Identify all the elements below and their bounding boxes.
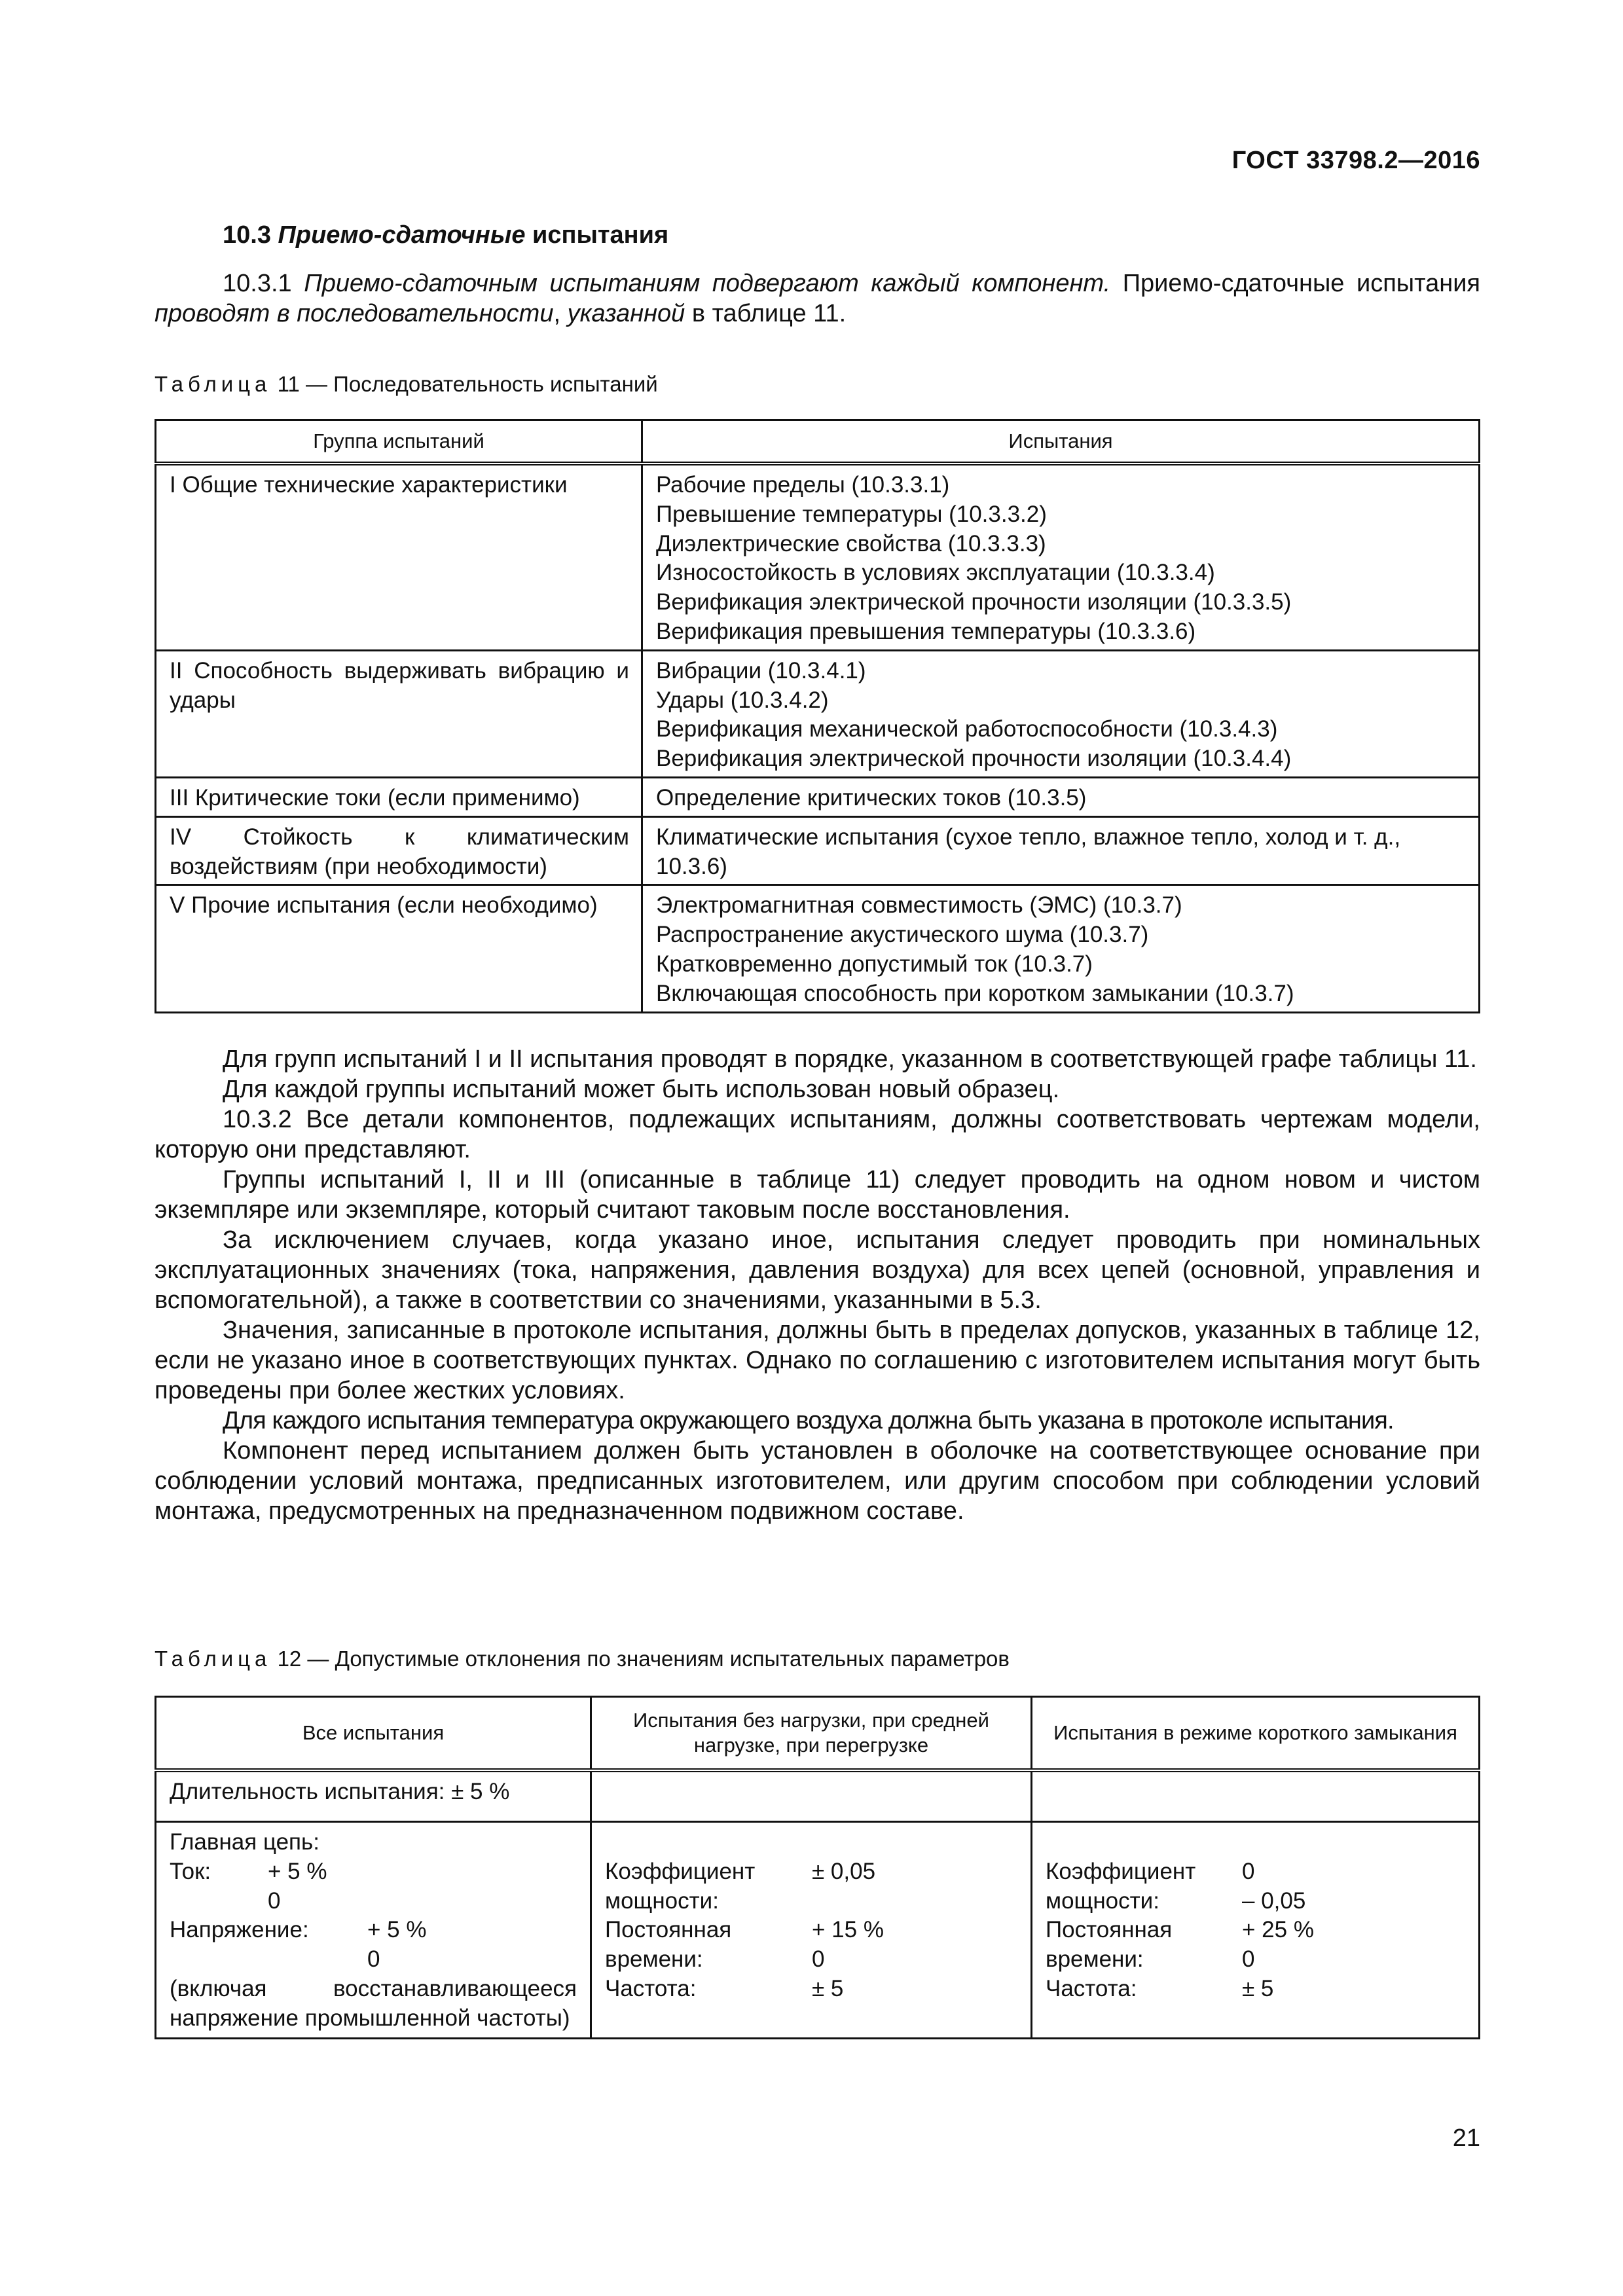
current-label: Ток: bbox=[170, 1858, 211, 1884]
col2-params bbox=[605, 1857, 1017, 2004]
tc-label: Постоянная bbox=[605, 1917, 732, 1943]
voltage-line bbox=[170, 1916, 577, 1945]
freq-label: Частота: bbox=[1046, 1975, 1137, 2001]
paragraph: Значения, записанные в протоколе испытания, должны быть в пределах допусков, указанных в таблице 12, если не указано иное в соответствующих пунктах. Однако по соглашению с изготовителем испытания могут быть проведены при более жестких условиях. bbox=[155, 1317, 1480, 1404]
paragraph: Группы испытаний I, II и III (описанные в таблице 11) следует проводить на одном новом и чистом экземпляре или экземпляре, который считают таковым после восстановления. bbox=[155, 1166, 1480, 1224]
column-header: Группа испытаний bbox=[156, 420, 642, 464]
table-caption-text: 12 — Допустимые отклонения по значениям испытательных параметров bbox=[277, 1647, 1010, 1671]
para-text-1: Приемо-сдаточные испытания bbox=[1110, 270, 1480, 297]
table-header-row bbox=[156, 420, 1480, 464]
tc-value: 0 bbox=[812, 1946, 825, 1973]
current-line bbox=[170, 1857, 577, 1887]
page-number: 21 bbox=[1452, 2124, 1480, 2152]
pf-value: 0 bbox=[1242, 1858, 1255, 1884]
para-number: 10.3.1 bbox=[223, 270, 292, 297]
paragraph: Компонент перед испытанием должен быть установлен в оболочке на соответствующее основание при соблюдении условий монтажа, предписанных изготовителем, или другим способом при соблюдении условий монтажа, предусмотренных на предназначенном подвижном составе. bbox=[155, 1437, 1480, 1525]
paragraph: Для каждой группы испытаний может быть использован новый образец. bbox=[223, 1076, 1060, 1103]
main-circuit-title: Главная цепь: bbox=[170, 1829, 319, 1855]
test-item: Верификация электрической прочности изоляции (10.3.4.4) bbox=[656, 746, 1292, 772]
pf-label: Коэффициент bbox=[605, 1858, 756, 1884]
test-item: Износостойкость в условиях эксплуатации (10.3.3.4) bbox=[656, 560, 1215, 586]
section-title bbox=[223, 221, 668, 249]
table-cell-col2 bbox=[591, 1822, 1032, 2039]
column-header: Испытания без нагрузки, при средней нагрузке, при перегрузке bbox=[591, 1697, 1032, 1771]
voltage-value: + 5 % bbox=[367, 1917, 427, 1943]
pf-label: мощности: bbox=[1046, 1887, 1159, 1914]
test-item: Верификация превышения температуры (10.3.3.6) bbox=[656, 618, 1196, 644]
column-header: Испытания в режиме короткого замыкания bbox=[1032, 1697, 1480, 1771]
test-item: Распространение акустического шума (10.3.7) bbox=[656, 922, 1149, 948]
test-item: Определение критических токов (10.3.5) bbox=[656, 784, 1087, 811]
test-group-cell: I Общие технические характеристики bbox=[156, 464, 642, 650]
table-11-caption bbox=[155, 372, 658, 397]
test-item: Удары (10.3.4.2) bbox=[656, 687, 829, 713]
table-row bbox=[156, 885, 1480, 1012]
test-item: Верификация механической работоспособности (10.3.4.3) bbox=[656, 716, 1278, 742]
paragraph: Для каждого испытания температура окружающего воздуха должна быть указана в протоколе испытания. bbox=[223, 1407, 1394, 1434]
table-header-row bbox=[156, 1697, 1480, 1771]
table-cell: Длительность испытания: ± 5 % bbox=[156, 1770, 591, 1822]
test-group-cell: III Критические токи (если применимо) bbox=[156, 777, 642, 816]
pf-label: мощности: bbox=[605, 1887, 719, 1914]
tests-cell bbox=[642, 777, 1480, 816]
test-group-cell: IV Стойкость к климатическим воздействиям (при необходимости) bbox=[156, 816, 642, 885]
current-value: + 5 % bbox=[268, 1858, 327, 1884]
table-cell-col3 bbox=[1032, 1822, 1480, 2039]
pf-label: Коэффициент bbox=[1046, 1858, 1196, 1884]
paragraph: За исключением случаев, когда указано иное, испытания следует проводить при номинальных эксплуатационных значениях (тока, напряжения, давления воздуха) для всех цепей (основной, управления и вспомогательной), а также в соответствии со значениями, указанными в 5.3. bbox=[155, 1226, 1480, 1314]
test-item: Климатические испытания (сухое тепло, влажное тепло, холод и т. д., 10.3.6) bbox=[656, 824, 1401, 879]
para-italic-3: указанной bbox=[567, 300, 685, 327]
para-text-3: в таблице 11. bbox=[685, 300, 847, 327]
test-item: Диэлектрические свойства (10.3.3.3) bbox=[656, 530, 1046, 556]
table-row bbox=[156, 777, 1480, 816]
test-item: Кратковременно допустимый ток (10.3.7) bbox=[656, 951, 1093, 977]
table-caption-word: Таблица bbox=[155, 372, 272, 396]
tests-cell bbox=[642, 464, 1480, 650]
table-cell bbox=[1032, 1770, 1480, 1822]
voltage-label: Напряжение: bbox=[170, 1917, 309, 1943]
table-caption-text: 11 — Последовательность испытаний bbox=[277, 372, 658, 396]
main-circuit-note: (включая восстанавливающееся напряжение промышленной частоты) bbox=[170, 1975, 577, 2031]
table-row bbox=[156, 816, 1480, 885]
section-title-italic: Приемо-сдаточные bbox=[278, 221, 526, 249]
tc-label: Постоянная bbox=[1046, 1917, 1173, 1943]
table-11 bbox=[155, 419, 1480, 1013]
tests-cell bbox=[642, 650, 1480, 777]
test-item: Верификация электрической прочности изоляции (10.3.3.5) bbox=[656, 589, 1292, 615]
table-cell bbox=[591, 1770, 1032, 1822]
body-text bbox=[155, 1044, 1480, 1526]
para-italic-2: проводят в последовательности bbox=[155, 300, 554, 327]
test-item: Превышение температуры (10.3.3.2) bbox=[656, 501, 1047, 527]
pf-value: – 0,05 bbox=[1242, 1887, 1306, 1914]
table-row bbox=[156, 1822, 1480, 2039]
table-row bbox=[156, 464, 1480, 650]
freq-label: Частота: bbox=[605, 1975, 697, 2001]
freq-value: ± 5 bbox=[812, 1975, 844, 2001]
para-text-2: , bbox=[553, 300, 568, 327]
section-title-rest: испытания bbox=[532, 221, 669, 249]
section-number: 10.3 bbox=[223, 221, 271, 249]
tests-cell bbox=[642, 816, 1480, 885]
tc-value: + 15 % bbox=[812, 1917, 884, 1943]
test-item: Электромагнитная совместимость (ЭМС) (10.3.7) bbox=[656, 892, 1182, 919]
current-value-lower: 0 bbox=[268, 1887, 281, 1914]
tc-value: + 25 % bbox=[1242, 1917, 1314, 1943]
tc-value: 0 bbox=[1242, 1946, 1255, 1973]
voltage-value-lower: 0 bbox=[367, 1946, 380, 1973]
table-cell-main-circuit bbox=[156, 1822, 591, 2039]
paragraph: 10.3.2 Все детали компонентов, подлежащих испытаниям, должны соответствовать чертежам модели, которую они представляют. bbox=[155, 1106, 1480, 1163]
table-row bbox=[156, 650, 1480, 777]
column-header: Все испытания bbox=[156, 1697, 591, 1771]
paragraph: Для групп испытаний I и II испытания проводят в порядке, указанном в соответствующей графе таблицы 11. bbox=[223, 1046, 1477, 1073]
document-standard-header: ГОСТ 33798.2—2016 bbox=[1231, 147, 1480, 174]
tests-cell bbox=[642, 885, 1480, 1012]
col3-params bbox=[1046, 1857, 1465, 2004]
tc-label: времени: bbox=[1046, 1946, 1144, 1973]
test-item: Включающая способность при коротком замыкании (10.3.7) bbox=[656, 980, 1294, 1006]
table-row bbox=[156, 1770, 1480, 1822]
test-group-cell: II Способность выдерживать вибрацию и удары bbox=[156, 650, 642, 777]
pf-value: ± 0,05 bbox=[812, 1858, 876, 1884]
column-header: Испытания bbox=[642, 420, 1480, 464]
table-caption-word: Таблица bbox=[155, 1647, 272, 1671]
paragraph-10-3-1 bbox=[155, 268, 1480, 329]
test-group-cell: V Прочие испытания (если необходимо) bbox=[156, 885, 642, 1012]
freq-value: ± 5 bbox=[1242, 1975, 1274, 2001]
test-item: Рабочие пределы (10.3.3.1) bbox=[656, 472, 950, 498]
tc-label: времени: bbox=[605, 1946, 703, 1973]
para-italic-1: Приемо-сдаточным испытаниям подвергают каждый компонент. bbox=[304, 270, 1111, 297]
test-item: Вибрации (10.3.4.1) bbox=[656, 657, 866, 683]
table-12 bbox=[155, 1696, 1480, 2039]
table-12-caption bbox=[155, 1647, 1010, 1671]
